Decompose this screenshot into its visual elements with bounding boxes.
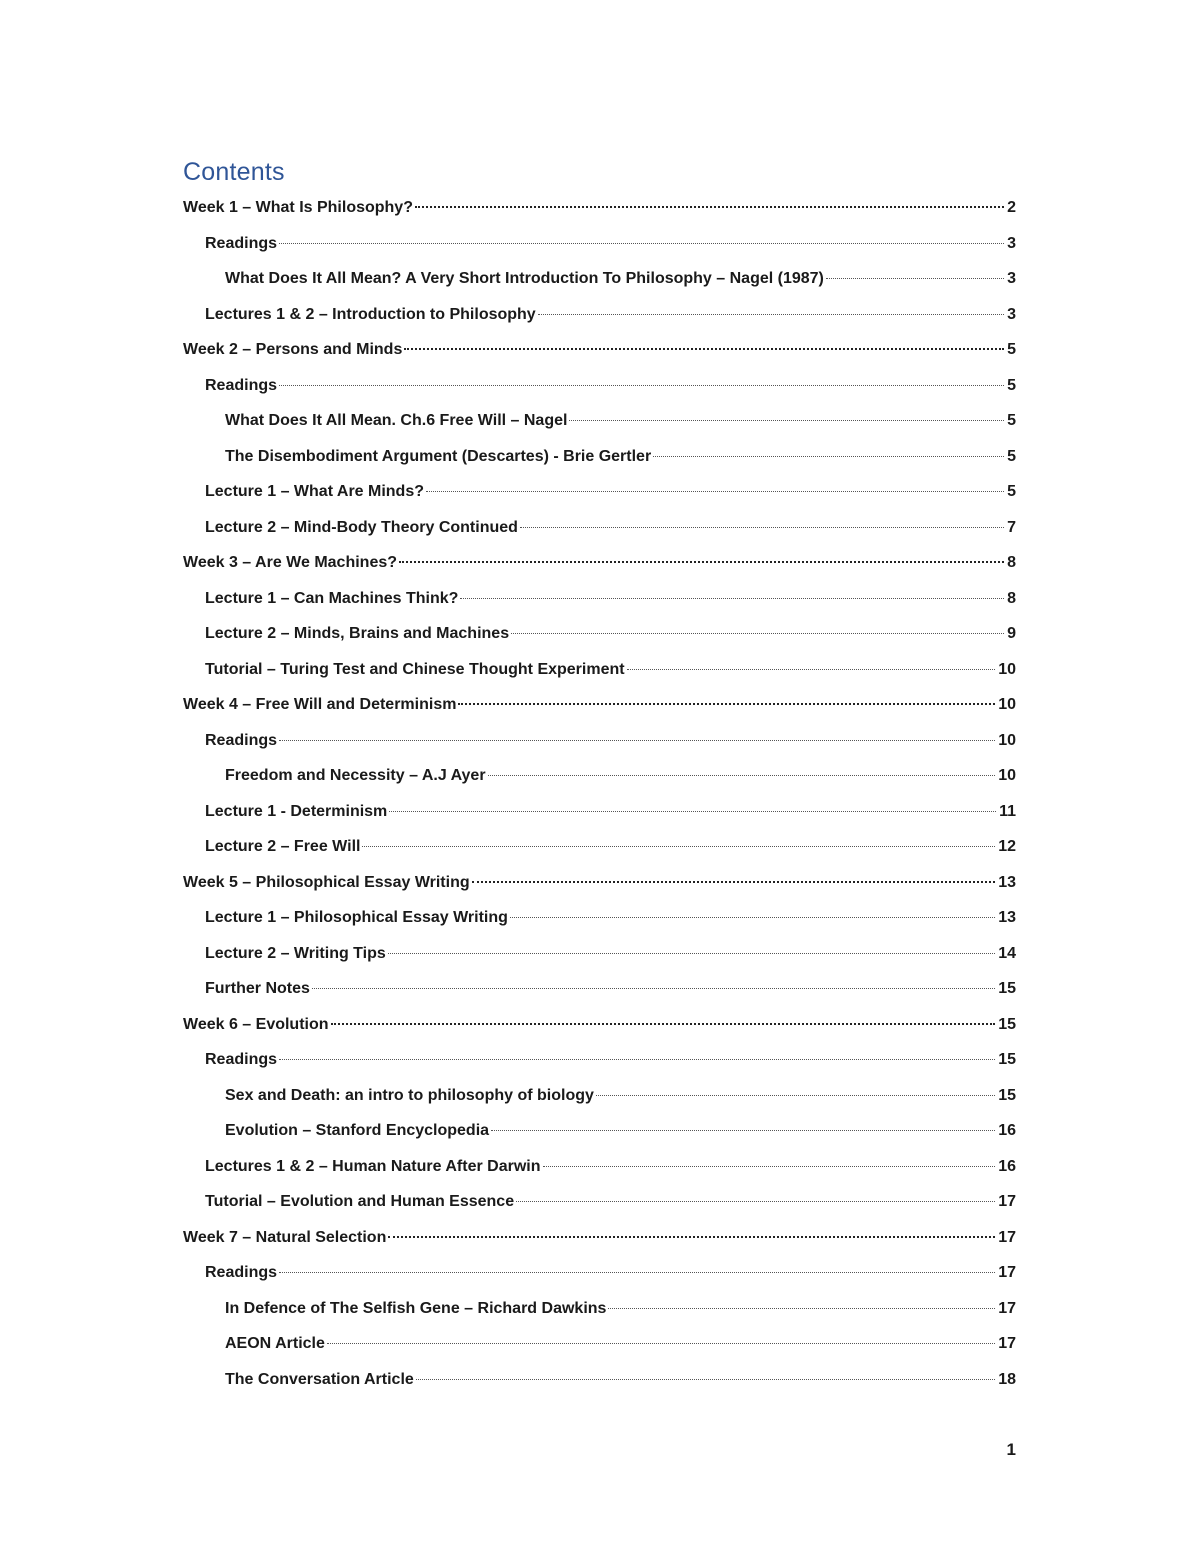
toc-entry-text: Lecture 1 – Can Machines Think? bbox=[205, 589, 459, 607]
toc-entry[interactable] bbox=[183, 1255, 1016, 1291]
toc-leader-dots bbox=[488, 775, 996, 776]
toc-entry[interactable] bbox=[183, 1220, 1016, 1256]
toc-entry-text: In Defence of The Selfish Gene – Richard Dawkins bbox=[225, 1299, 607, 1317]
toc-entry[interactable] bbox=[183, 368, 1016, 404]
toc-leader-dots bbox=[399, 561, 1004, 563]
toc-leader-dots bbox=[415, 206, 1004, 208]
toc-leader-dots bbox=[327, 1343, 995, 1344]
toc-entry-page: 8 bbox=[1007, 589, 1016, 607]
toc-entry-page: 13 bbox=[998, 873, 1016, 891]
toc-entry-text: Lecture 2 – Free Will bbox=[205, 838, 361, 855]
toc-entry[interactable] bbox=[183, 261, 1016, 297]
toc-leader-dots bbox=[538, 314, 1004, 315]
toc-entry-page: 10 bbox=[998, 696, 1016, 713]
toc-entry-text: Week 3 – Are We Machines? bbox=[183, 554, 398, 571]
toc-leader-dots bbox=[608, 1308, 995, 1309]
toc-entry-text: Readings bbox=[205, 1051, 278, 1068]
toc-entry-text: Week 2 – Persons and Minds bbox=[183, 341, 403, 358]
toc-entry-text: Lectures 1 & 2 – Human Nature After Darwin bbox=[205, 1157, 541, 1175]
toc-entry-text: Readings bbox=[205, 234, 278, 252]
toc-entry-page: 13 bbox=[998, 909, 1016, 926]
toc-entry-page: 10 bbox=[998, 731, 1016, 749]
toc-entry[interactable] bbox=[183, 1149, 1016, 1185]
toc-leader-dots bbox=[426, 491, 1004, 492]
toc-entry-page: 5 bbox=[1007, 341, 1016, 358]
toc-leader-dots bbox=[511, 633, 1004, 634]
toc-leader-dots bbox=[279, 1272, 995, 1273]
toc-entry[interactable] bbox=[183, 1007, 1016, 1043]
toc-entry[interactable] bbox=[183, 510, 1016, 546]
toc-entry-text: Lectures 1 & 2 – Introduction to Philosophy bbox=[205, 305, 536, 323]
toc-entry-page: 8 bbox=[1007, 554, 1016, 571]
toc-entry[interactable] bbox=[183, 439, 1016, 475]
toc-entry-page: 7 bbox=[1007, 518, 1016, 536]
toc-entry[interactable] bbox=[183, 581, 1016, 617]
page-number: 1 bbox=[1006, 1440, 1016, 1459]
toc-entry[interactable] bbox=[183, 616, 1016, 652]
toc-entry-text: Sex and Death: an intro to philosophy of biology bbox=[225, 1086, 594, 1104]
toc-entry-text: Readings bbox=[205, 376, 278, 394]
toc-entry-text: Evolution – Stanford Encyclopedia bbox=[225, 1122, 490, 1139]
toc-entry-page: 17 bbox=[998, 1335, 1016, 1352]
toc-entry-text: Further Notes bbox=[205, 980, 310, 997]
toc-leader-dots bbox=[472, 881, 996, 883]
toc-entry-text: The Conversation Article bbox=[225, 1370, 414, 1388]
toc-entry[interactable] bbox=[183, 1042, 1016, 1078]
toc-entry-text: Week 1 – What Is Philosophy? bbox=[183, 199, 413, 216]
toc-entry-page: 10 bbox=[998, 767, 1016, 784]
toc-entry-text: What Does It All Mean? A Very Short Introduction To Philosophy – Nagel (1987) bbox=[225, 270, 824, 287]
toc-entry-text: Lecture 2 – Minds, Brains and Machines bbox=[205, 625, 510, 642]
toc-leader-dots bbox=[460, 598, 1004, 599]
toc-leader-dots bbox=[653, 456, 1004, 457]
toc-entry[interactable] bbox=[183, 190, 1016, 226]
toc-entry-text: Readings bbox=[205, 731, 278, 749]
toc-entry-page: 12 bbox=[998, 838, 1016, 855]
toc-entry-text: Lecture 1 – Philosophical Essay Writing bbox=[205, 909, 508, 926]
toc-leader-dots bbox=[627, 669, 996, 670]
toc-entry-page: 5 bbox=[1007, 412, 1016, 429]
toc-entry-text: Week 4 – Free Will and Determinism bbox=[183, 696, 457, 713]
toc-leader-dots bbox=[279, 385, 1004, 386]
toc-entry[interactable] bbox=[183, 297, 1016, 333]
toc-leader-dots bbox=[596, 1095, 995, 1096]
toc-entry[interactable] bbox=[183, 1362, 1016, 1398]
toc-entry-text: Lecture 1 – What Are Minds? bbox=[205, 483, 424, 500]
toc-entry-text: Week 6 – Evolution bbox=[183, 1015, 329, 1033]
toc-entry-text: What Does It All Mean. Ch.6 Free Will – Nagel bbox=[225, 412, 568, 429]
toc-leader-dots bbox=[543, 1166, 996, 1167]
toc-entry[interactable] bbox=[183, 1078, 1016, 1114]
toc-entry[interactable] bbox=[183, 652, 1016, 688]
toc-leader-dots bbox=[520, 527, 1004, 528]
toc-entry-page: 17 bbox=[998, 1228, 1016, 1246]
toc-entry-text: Lecture 2 – Writing Tips bbox=[205, 944, 386, 962]
toc-entry-page: 10 bbox=[998, 660, 1016, 678]
toc-entry[interactable] bbox=[183, 226, 1016, 262]
toc-entry-page: 15 bbox=[998, 1015, 1016, 1033]
toc-entry-text: Freedom and Necessity – A.J Ayer bbox=[225, 767, 486, 784]
toc-entry-page: 14 bbox=[998, 944, 1016, 962]
toc-entry-page: 16 bbox=[998, 1122, 1016, 1139]
toc-entry-page: 3 bbox=[1007, 305, 1016, 323]
toc-leader-dots bbox=[416, 1379, 995, 1380]
toc-entry-text: Lecture 1 - Determinism bbox=[205, 802, 388, 820]
toc-entry[interactable] bbox=[183, 403, 1016, 439]
toc-leader-dots bbox=[458, 703, 995, 705]
toc-leader-dots bbox=[389, 811, 996, 812]
toc-leader-dots bbox=[331, 1023, 996, 1025]
toc-leader-dots bbox=[279, 243, 1004, 244]
toc-entry-page: 5 bbox=[1007, 483, 1016, 500]
toc-leader-dots bbox=[388, 953, 995, 954]
toc-leader-dots bbox=[279, 1059, 995, 1060]
toc-entry[interactable] bbox=[183, 332, 1016, 368]
toc-entry-page: 3 bbox=[1007, 234, 1016, 252]
toc-leader-dots bbox=[279, 740, 995, 741]
toc-entry-page: 17 bbox=[998, 1193, 1016, 1210]
toc-entry-page: 17 bbox=[998, 1299, 1016, 1317]
toc-leader-dots bbox=[826, 278, 1004, 279]
toc-entry[interactable] bbox=[183, 1113, 1016, 1149]
toc-entry-page: 2 bbox=[1007, 199, 1016, 216]
toc-entry-page: 15 bbox=[998, 980, 1016, 997]
toc-entry[interactable] bbox=[183, 971, 1016, 1007]
toc-entry-text: Readings bbox=[205, 1264, 278, 1281]
toc-leader-dots bbox=[362, 846, 995, 847]
toc-entry-page: 18 bbox=[998, 1370, 1016, 1388]
toc-entry-text: The Disembodiment Argument (Descartes) - Brie Gertler bbox=[225, 447, 652, 465]
toc-entry[interactable] bbox=[183, 865, 1016, 901]
toc-entry-page: 5 bbox=[1007, 376, 1016, 394]
toc-entry[interactable] bbox=[183, 687, 1016, 723]
toc-entry[interactable] bbox=[183, 794, 1016, 830]
toc-entry[interactable] bbox=[183, 723, 1016, 759]
toc-entry-page: 15 bbox=[998, 1086, 1016, 1104]
toc-entry-page: 15 bbox=[998, 1051, 1016, 1068]
toc-entry-text: Week 7 – Natural Selection bbox=[183, 1228, 387, 1246]
toc-entry[interactable] bbox=[183, 1291, 1016, 1327]
toc-leader-dots bbox=[388, 1236, 995, 1238]
toc-entry-page: 9 bbox=[1007, 625, 1016, 642]
toc-entry-text: Lecture 2 – Mind-Body Theory Continued bbox=[205, 518, 518, 536]
toc-entry-page: 11 bbox=[999, 802, 1016, 820]
toc-leader-dots bbox=[516, 1201, 995, 1202]
toc-leader-dots bbox=[569, 420, 1004, 421]
toc-entry[interactable] bbox=[183, 936, 1016, 972]
toc-entry-page: 16 bbox=[998, 1157, 1016, 1175]
toc-entry-text: AEON Article bbox=[225, 1335, 325, 1352]
table-of-contents bbox=[183, 190, 1016, 1397]
toc-entry[interactable] bbox=[183, 545, 1016, 581]
toc-leader-dots bbox=[312, 988, 995, 989]
toc-leader-dots bbox=[491, 1130, 995, 1131]
toc-entry-text: Tutorial – Evolution and Human Essence bbox=[205, 1193, 515, 1210]
toc-entry-page: 17 bbox=[998, 1264, 1016, 1281]
toc-entry[interactable] bbox=[183, 474, 1016, 510]
toc-entry[interactable] bbox=[183, 758, 1016, 794]
toc-entry-text: Week 5 – Philosophical Essay Writing bbox=[183, 873, 470, 891]
toc-entry[interactable] bbox=[183, 1326, 1016, 1362]
toc-entry[interactable] bbox=[183, 829, 1016, 865]
toc-entry[interactable] bbox=[183, 1184, 1016, 1220]
toc-entry-page: 5 bbox=[1007, 447, 1016, 465]
toc-leader-dots bbox=[404, 348, 1004, 350]
toc-entry-text: Tutorial – Turing Test and Chinese Thought Experiment bbox=[205, 660, 625, 678]
toc-leader-dots bbox=[510, 917, 995, 918]
toc-title: Contents bbox=[183, 158, 285, 186]
toc-entry[interactable] bbox=[183, 900, 1016, 936]
toc-entry-page: 3 bbox=[1007, 270, 1016, 287]
